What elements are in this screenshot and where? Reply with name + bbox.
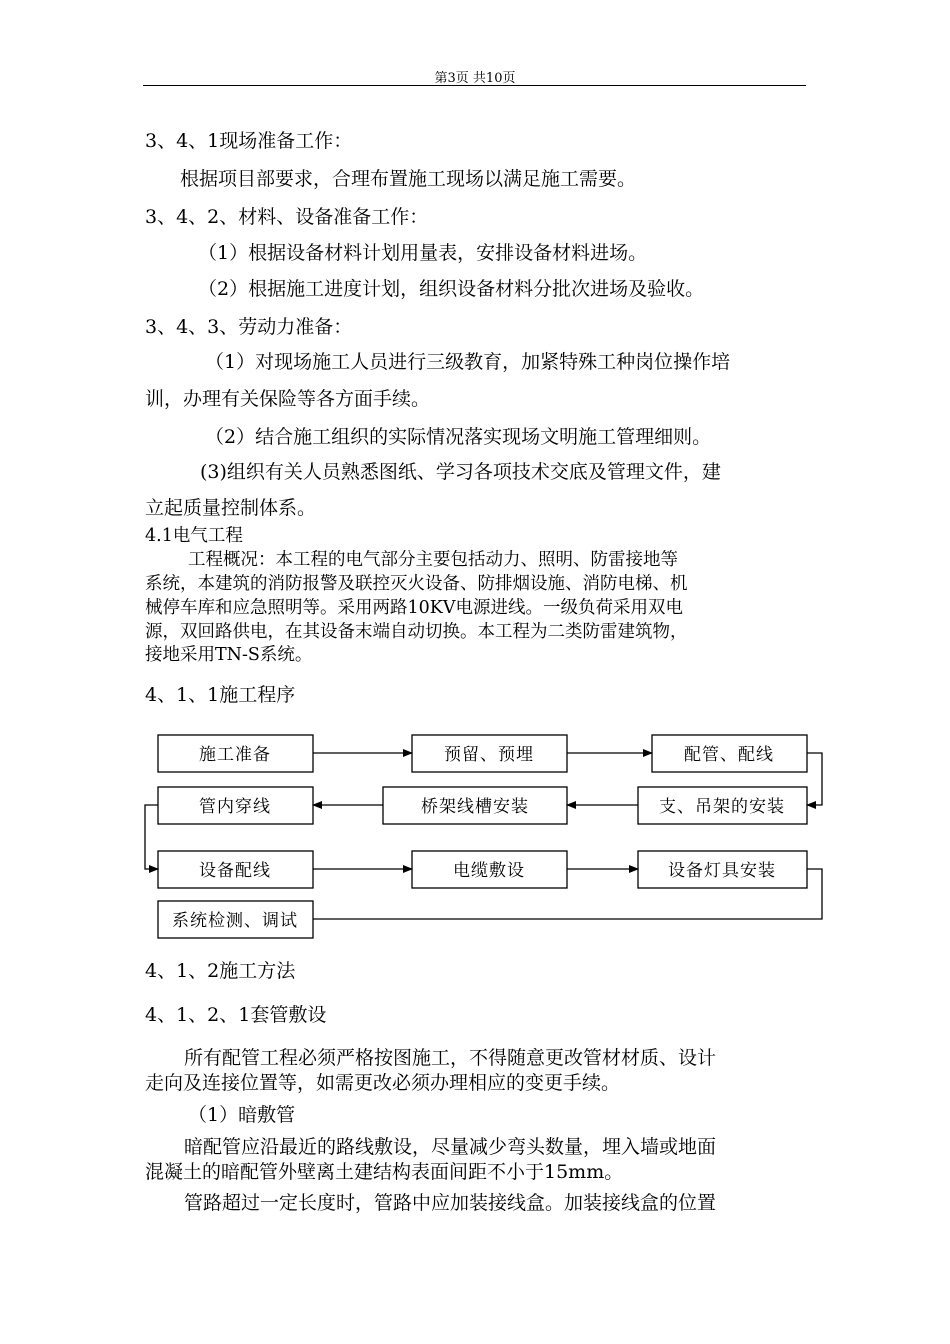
sub-heading: （1）暗敷管 xyxy=(188,1104,296,1126)
flow-label: 桥架线槽安装 xyxy=(421,797,529,817)
list-item-continuation: 立起质量控制体系。 xyxy=(145,497,317,519)
heading-4-1: 4.1电气工程 xyxy=(145,526,243,546)
paragraph: 混凝土的暗配管外壁离土建结构表面间距不小于15mm。 xyxy=(145,1161,624,1183)
list-item: （1）根据设备材料计划用量表，安排设备材料进场。 xyxy=(198,242,648,264)
paragraph: 暗配管应沿最近的路线敷设，尽量减少弯头数量，埋入墙或地面 xyxy=(184,1136,717,1158)
flow-label: 支、吊架的安装 xyxy=(659,797,785,817)
flow-label: 预留、预埋 xyxy=(444,745,534,765)
heading-4-1-1: 4、1、1施工程序 xyxy=(145,684,296,706)
flow-arrow xyxy=(145,805,158,869)
list-item: （1）对现场施工人员进行三级教育，加紧特殊工种岗位操作培 xyxy=(205,351,731,373)
overview-line: 系统，本建筑的消防报警及联控灭火设备、防排烟设施、消防电梯、机 xyxy=(145,574,688,594)
heading-3-4-2: 3、4、2、材料、设备准备工作： xyxy=(145,206,429,228)
paragraph: 根据项目部要求，合理布置施工现场以满足施工需要。 xyxy=(180,168,637,190)
heading-4-1-2: 4、1、2施工方法 xyxy=(145,960,296,982)
heading-4-1-2-1: 4、1、2、1套管敷设 xyxy=(145,1004,327,1026)
flow-label: 施工准备 xyxy=(199,745,271,765)
heading-3-4-1: 3、4、1现场准备工作： xyxy=(145,130,353,152)
overview-line: 源，双回路供电，在其设备末端自动切换。本工程为二类防雷建筑物， xyxy=(145,622,688,642)
list-item: (3)组织有关人员熟悉图纸、学习各项技术交底及管理文件，建 xyxy=(200,461,721,483)
flow-label: 配管、配线 xyxy=(684,745,774,765)
flow-label: 设备配线 xyxy=(199,861,271,881)
flow-label: 电缆敷设 xyxy=(453,861,525,881)
list-item-continuation: 训，办理有关保险等各方面手续。 xyxy=(145,388,431,410)
flow-label: 系统检测、调试 xyxy=(172,911,298,931)
list-item: （2）结合施工组织的实际情况落实现场文明施工管理细则。 xyxy=(205,426,712,448)
list-item: （2）根据施工进度计划，组织设备材料分批次进场及验收。 xyxy=(198,278,705,300)
overview-line: 接地采用TN-S系统。 xyxy=(145,645,313,665)
flow-arrow xyxy=(807,753,822,805)
paragraph: 管路超过一定长度时，管路中应加装接线盒。加装接线盒的位置 xyxy=(184,1192,717,1214)
overview-line: 械停车库和应急照明等。采用两路10KV电源进线。一级负荷采用双电 xyxy=(145,598,683,618)
overview-line: 工程概况：本工程的电气部分主要包括动力、照明、防雷接地等 xyxy=(188,550,678,570)
paragraph: 走向及连接位置等，如需更改必须办理相应的变更手续。 xyxy=(145,1072,621,1094)
flow-label: 设备灯具安装 xyxy=(668,861,776,881)
page-header: 第3页 共10页 xyxy=(434,71,516,86)
flow-label: 管内穿线 xyxy=(199,797,271,817)
paragraph: 所有配管工程必须严格按图施工，不得随意更改管材材质、设计 xyxy=(184,1047,717,1069)
heading-3-4-3: 3、4、3、劳动力准备： xyxy=(145,316,353,338)
